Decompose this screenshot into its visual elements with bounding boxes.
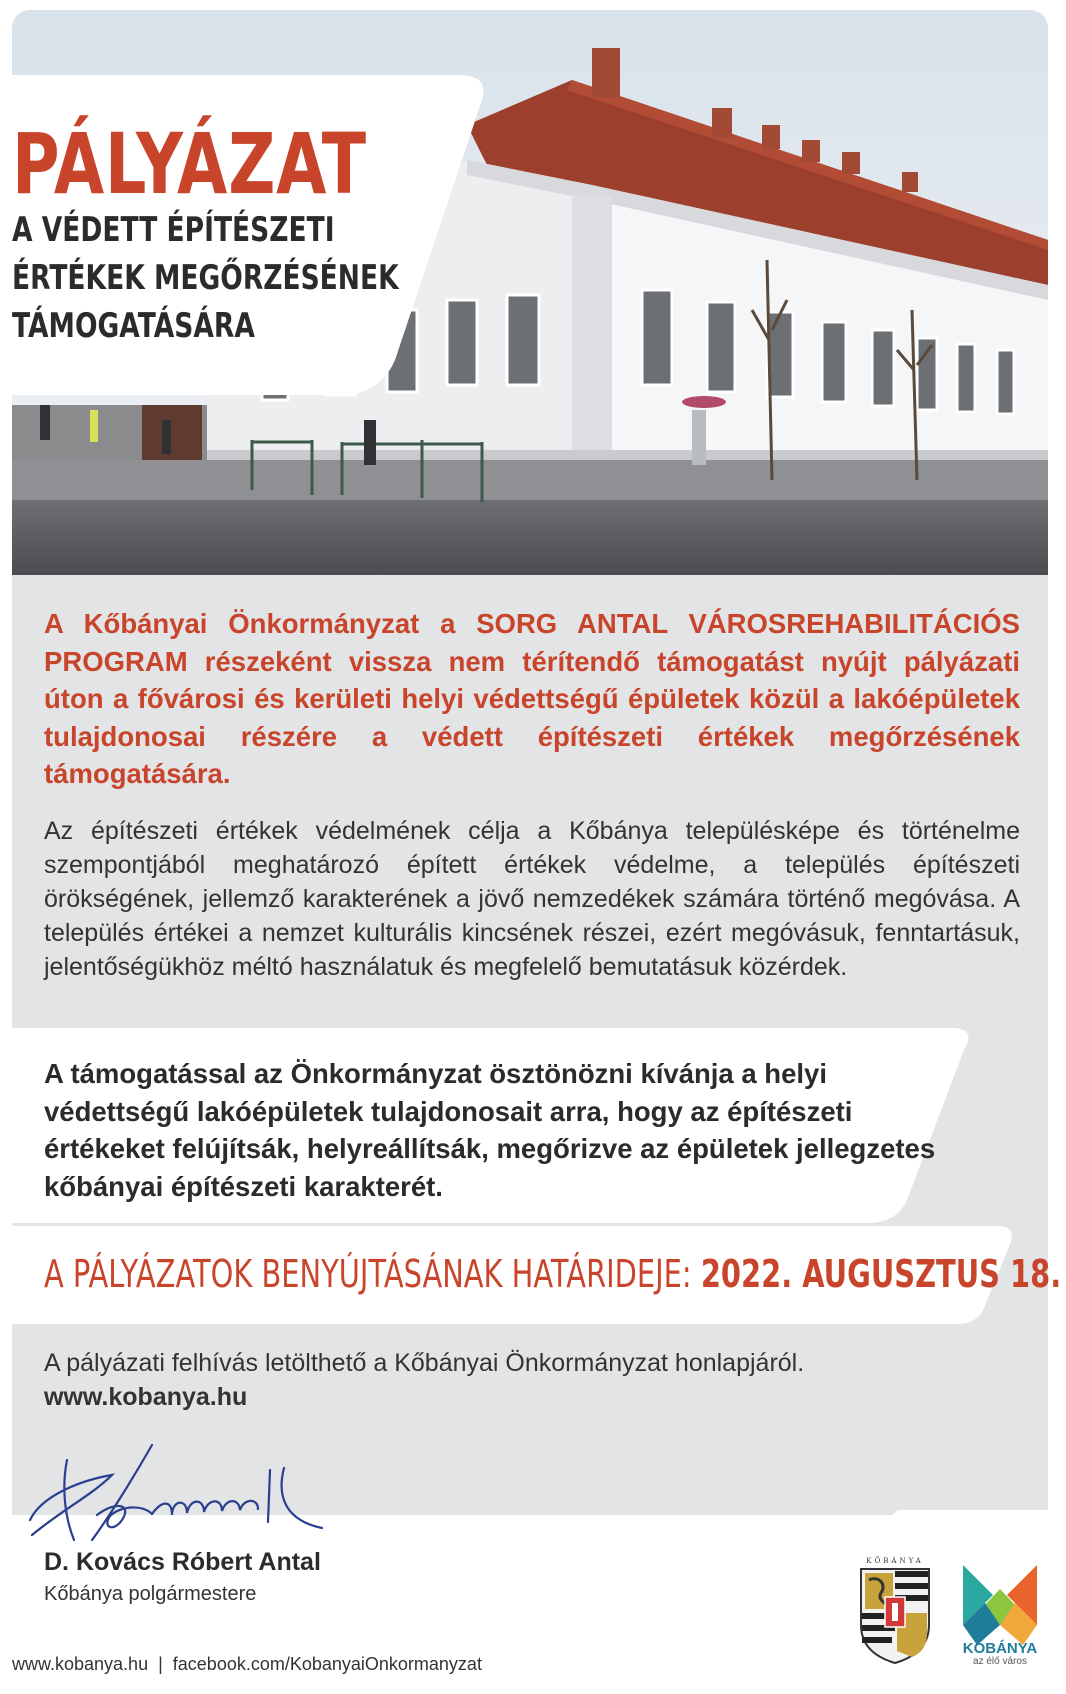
signer-name: D. Kovács Róbert Antal <box>44 1548 321 1576</box>
body-paragraph: Az építészeti értékek védelmének célja a Kőbánya településképe és történelme szempontjából meghatározó épített értékek védelme, a település építészeti örökségének, jellemző karakterének a jövő nemzedékek számára történő megóvása. A település értékei a nemzet kulturális kincsének részei, ezért megóvásuk, fenntartásuk, jelentőségükhöz méltó használatuk és megfelelő bemutatásuk közérdek. <box>44 817 1020 981</box>
deadline-label: A PÁLYÁZATOK BENYÚJTÁSÁNAK HATÁRIDEJE: <box>44 1252 701 1296</box>
signer-title: Kőbánya polgármestere <box>44 1583 257 1605</box>
footer-facebook-link[interactable]: facebook.com/KobanyaiOnkormanyzat <box>172 1654 482 1674</box>
brand-tagline: az élő város <box>973 1656 1027 1665</box>
subtitle-line-1: A VÉDETT ÉPÍTÉSZETI <box>12 210 335 250</box>
brand-name: KŐBÁNYA <box>962 1640 1038 1657</box>
deadline-line <box>44 1252 1062 1296</box>
download-paragraph <box>44 1346 1020 1414</box>
highlight-paragraph: A támogatással az Önkormányzat ösztönözni kívánja a helyi védettségű lakóépületek tulajdonosait arra, hogy az építészeti értékeket felújítsák, helyreállítsák, megőrizve az épületek jellegzetes kőbányai építészeti karakterét. <box>44 1058 936 1202</box>
page-title: PÁLYÁZAT <box>12 115 367 213</box>
intro-paragraph: A Kőbányai Önkormányzat a SORG ANTAL VÁROSREHABILITÁCIÓS PROGRAM részeként vissza nem térítendő támogatást nyújt pályázati úton a fővárosi és kerületi helyi védettségű épületek közül a lakóépületek tulajdonosai részére a védett építészeti értékek megőrzésének támogatására. <box>44 608 1020 789</box>
signature <box>22 1440 352 1550</box>
download-url-link[interactable]: www.kobanya.hu <box>44 1383 248 1411</box>
subtitle-line-3: TÁMOGATÁSÁRA <box>12 306 255 346</box>
footer-separator: | <box>158 1654 163 1674</box>
crest-caption: KŐBÁNYA <box>866 1557 924 1565</box>
footer-website-link[interactable]: www.kobanya.hu <box>12 1654 149 1674</box>
kobanya-logo-icon <box>955 1555 1045 1665</box>
subtitle-line-2: ÉRTÉKEK MEGŐRZÉSÉNEK <box>12 258 399 298</box>
deadline-date: 2022. AUGUSZTUS 18. <box>700 1252 1062 1296</box>
footer <box>12 1654 482 1675</box>
coat-of-arms-icon <box>855 1555 935 1665</box>
download-text: A pályázati felhívás letölthető a Kőbányai Önkormányzat honlapjáról. <box>44 1349 805 1377</box>
